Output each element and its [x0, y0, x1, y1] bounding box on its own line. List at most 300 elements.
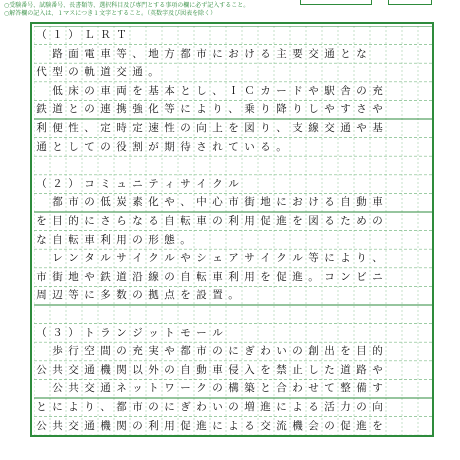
answer-char-cell: を — [292, 215, 303, 227]
answer-char-cell: 交 — [68, 419, 79, 432]
answer-char-cell: 鉄 — [36, 103, 47, 116]
answer-char-cell: よ — [68, 401, 79, 413]
answer-char-cell: て — [228, 140, 239, 153]
answer-char-cell: 進 — [196, 419, 207, 432]
answer-char-cell: 動 — [356, 196, 367, 209]
answer-char-cell: 低 — [52, 84, 63, 97]
answer-char-cell: 用 — [116, 233, 127, 246]
answer-char-cell: シ — [196, 252, 207, 265]
answer-char-cell: 基 — [372, 122, 383, 134]
answer-char-cell: 両 — [116, 84, 127, 97]
answer-char-cell: い — [276, 345, 287, 358]
answer-char-cell: の — [212, 345, 223, 358]
answer-char-cell: と — [68, 103, 79, 116]
answer-char-cell: 支 — [292, 122, 303, 134]
answer-char-cell: 床 — [68, 84, 79, 97]
answer-char-cell: り — [292, 103, 303, 116]
answer-char-cell: 共 — [52, 363, 63, 376]
answer-char-cell: イ — [132, 252, 143, 265]
answer-char-cell: ー — [196, 326, 207, 339]
answer-char-cell: 通 — [84, 419, 95, 432]
answer-char-cell: 乗 — [244, 103, 255, 116]
answer-char-cell: 通 — [100, 382, 111, 395]
answer-char-cell: な — [132, 215, 143, 227]
answer-char-cell: 多 — [100, 289, 111, 302]
instruction-line: ○解答欄の記入は、１マスにつき１文字とすること。（英数字及び図表を除く） — [4, 10, 217, 17]
answer-char-cell: 電 — [84, 47, 95, 60]
answer-char-cell: 態 — [164, 233, 175, 246]
answer-char-cell: ル — [164, 252, 175, 265]
answer-char-cell: 定 — [100, 122, 111, 134]
answer-char-cell: ビ — [356, 270, 367, 283]
form-instructions — [4, 2, 249, 18]
answer-char-cell: ラ — [100, 326, 111, 339]
answer-char-cell: 等 — [308, 252, 319, 265]
answer-char-cell: を — [180, 289, 191, 302]
answer-char-cell: 流 — [276, 419, 287, 432]
answer-char-cell: 禁 — [276, 363, 287, 376]
answer-char-cell: Ｉ — [228, 84, 239, 97]
answer-char-cell: お — [292, 196, 303, 209]
answer-char-cell: ニ — [132, 177, 143, 190]
answer-char-cell: り — [84, 401, 95, 413]
answer-char-cell: 上 — [212, 122, 223, 134]
answer-char-cell: ン — [68, 252, 79, 265]
answer-char-cell: 地 — [148, 47, 159, 60]
answer-char-cell: し — [68, 140, 79, 153]
answer-char-cell: に — [212, 419, 223, 432]
answer-char-cell: 交 — [308, 47, 319, 60]
answer-char-cell: よ — [228, 419, 239, 432]
answer-char-cell: 、 — [372, 252, 383, 265]
answer-char-cell: ー — [180, 382, 191, 395]
answer-char-cell: わ — [292, 382, 303, 395]
answer-char-cell: の — [84, 196, 95, 209]
answer-char-cell: 降 — [276, 103, 287, 116]
answer-char-cell: ３ — [52, 326, 63, 339]
answer-char-cell: ル — [100, 252, 111, 265]
answer-char-cell: 交 — [116, 66, 127, 79]
answer-char-cell: ） — [68, 29, 79, 41]
answer-char-cell: 拠 — [148, 289, 159, 302]
answer-char-cell: 促 — [340, 419, 351, 432]
answer-char-cell: な — [356, 47, 367, 60]
answer-char-cell: 転 — [196, 270, 207, 283]
answer-char-cell: 期 — [164, 140, 175, 153]
answer-char-cell: 都 — [52, 196, 63, 209]
answer-char-cell: 設 — [196, 289, 207, 302]
answer-char-cell: ド — [292, 84, 303, 97]
answer-char-cell: ル — [292, 252, 303, 265]
answer-char-cell: 転 — [180, 215, 191, 227]
answer-char-cell: 割 — [132, 140, 143, 153]
answer-char-cell: が — [148, 140, 159, 153]
answer-char-cell: 用 — [164, 419, 175, 432]
answer-char-cell: 自 — [340, 196, 351, 209]
answer-char-cell: 止 — [292, 363, 303, 376]
answer-char-cell: 地 — [260, 196, 271, 209]
answer-char-cell: 素 — [132, 196, 143, 209]
answer-char-cell: 図 — [244, 122, 255, 134]
answer-char-cell: 利 — [100, 233, 111, 246]
answer-char-cell: や — [164, 196, 175, 209]
answer-char-cell: 基 — [148, 84, 159, 97]
answer-char-cell: 数 — [116, 289, 127, 302]
answer-char-cell: 歩 — [52, 345, 63, 358]
answer-char-cell: テ — [148, 177, 159, 190]
answer-char-cell: や — [324, 103, 335, 116]
answer-char-cell: 化 — [148, 103, 159, 116]
answer-char-cell: や — [180, 252, 191, 265]
answer-char-cell: イ — [196, 177, 207, 190]
answer-char-cell: 市 — [196, 345, 207, 358]
answer-char-cell: ） — [68, 326, 79, 339]
answer-char-cell: の — [84, 103, 95, 116]
answer-char-cell: 公 — [36, 363, 47, 376]
answer-char-cell: の — [84, 84, 95, 97]
answer-char-cell: の — [100, 140, 111, 153]
answer-char-cell: の — [212, 215, 223, 227]
answer-char-cell: の — [132, 289, 143, 302]
answer-char-cell: 向 — [372, 401, 383, 413]
answer-char-cell: 。 — [308, 270, 319, 283]
answer-char-cell: の — [116, 345, 127, 358]
answer-char-cell: カ — [260, 84, 271, 97]
answer-char-cell: 、 — [132, 47, 143, 60]
answer-char-cell: 。 — [180, 233, 191, 246]
answer-char-cell: 舎 — [340, 84, 351, 97]
answer-char-cell: 交 — [260, 419, 271, 432]
answer-char-cell: 等 — [164, 103, 175, 116]
answer-char-cell — [34, 47, 49, 62]
answer-char-cell: 強 — [132, 103, 143, 116]
answer-char-cell: ネ — [116, 382, 127, 395]
answer-char-cell: 利 — [228, 215, 239, 227]
answer-char-cell: 街 — [244, 196, 255, 209]
answer-char-cell: ぎ — [244, 345, 255, 358]
answer-char-cell: の — [324, 419, 335, 432]
answer-char-cell: 通 — [84, 363, 95, 376]
answer-char-cell: や — [372, 363, 383, 376]
answer-char-cell: 利 — [148, 419, 159, 432]
answer-char-cell: 公 — [36, 419, 47, 432]
answer-char-cell: 定 — [132, 122, 143, 134]
instruction-line: ○受験番号、試験番号、長書類等、選択科目及び専門とする事項の欄に必ず記入すること。 — [4, 2, 250, 9]
answer-char-cell: を — [340, 345, 351, 358]
answer-char-cell: わ — [196, 401, 207, 413]
answer-char-cell: の — [228, 401, 239, 413]
answer-char-cell: 促 — [260, 215, 271, 227]
answer-char-cell: 的 — [68, 215, 79, 227]
answer-char-cell: （ — [36, 177, 47, 190]
answer-char-cell: 、 — [100, 401, 111, 413]
answer-char-cell: い — [212, 401, 223, 413]
answer-char-cell: 都 — [116, 401, 127, 413]
answer-char-cell: 中 — [196, 196, 207, 209]
answer-char-cell: 構 — [228, 382, 239, 395]
answer-char-cell: る — [260, 140, 271, 153]
answer-char-cell: の — [356, 84, 367, 97]
answer-char-cell: コ — [84, 177, 95, 190]
answer-char-cell: 転 — [68, 233, 79, 246]
answer-char-cell: 向 — [196, 122, 207, 134]
answer-char-cell: 。 — [228, 289, 239, 302]
answer-char-cell: 的 — [372, 345, 383, 358]
answer-char-cell: 交 — [68, 363, 79, 376]
answer-char-cell: 連 — [100, 103, 111, 116]
form-header-box — [388, 0, 432, 5]
answer-char-cell: 主 — [276, 47, 287, 60]
answer-char-cell: 本 — [164, 84, 175, 97]
answer-char-cell: ワ — [164, 382, 175, 395]
answer-char-cell: サ — [116, 252, 127, 265]
answer-char-cell: り — [356, 252, 367, 265]
answer-char-cell: 通 — [36, 140, 47, 153]
answer-char-cell: 進 — [276, 215, 287, 227]
answer-char-cell: に — [324, 252, 335, 265]
answer-char-cell: 機 — [292, 419, 303, 432]
answer-char-cell: さ — [356, 103, 367, 116]
answer-char-cell: の — [68, 66, 79, 79]
answer-char-cell: サ — [244, 252, 255, 265]
answer-char-cell: 会 — [308, 419, 319, 432]
answer-char-cell: １ — [52, 29, 63, 41]
answer-char-cell: る — [244, 419, 255, 432]
answer-char-cell: る — [324, 196, 335, 209]
answer-char-cell: 機 — [100, 419, 111, 432]
answer-char-cell: に — [84, 289, 95, 302]
answer-char-cell: の — [292, 345, 303, 358]
answer-char-cell: 市 — [68, 196, 79, 209]
answer-char-cell: 等 — [116, 47, 127, 60]
answer-char-cell: 周 — [36, 289, 47, 302]
answer-char-cell: 待 — [180, 140, 191, 153]
answer-char-cell: と — [52, 140, 63, 153]
answer-char-cell: る — [324, 215, 335, 227]
answer-char-cell: 市 — [132, 401, 143, 413]
answer-char-cell: さ — [196, 140, 207, 153]
answer-char-cell: を — [228, 122, 239, 134]
answer-char-cell: 駅 — [324, 84, 335, 97]
answer-char-cell: ュ — [116, 177, 127, 190]
answer-char-cell: Ｌ — [84, 29, 95, 41]
answer-char-cell: 増 — [244, 401, 255, 413]
answer-char-cell: の — [180, 122, 191, 134]
answer-char-cell: 関 — [116, 363, 127, 376]
answer-char-cell: お — [228, 47, 239, 60]
answer-char-cell: Ｔ — [116, 29, 127, 41]
answer-char-cell: 低 — [100, 196, 111, 209]
answer-char-cell: 、 — [276, 122, 287, 134]
answer-char-cell: 機 — [100, 363, 111, 376]
answer-char-cell: よ — [196, 103, 207, 116]
answer-char-cell: わ — [260, 345, 271, 358]
answer-char-cell: ジ — [132, 326, 143, 339]
answer-char-cell: 以 — [132, 363, 143, 376]
answer-char-cell: す — [372, 382, 383, 395]
answer-char-cell: 道 — [116, 270, 127, 283]
answer-char-cell: 都 — [180, 345, 191, 358]
answer-char-cell: 性 — [68, 122, 79, 134]
answer-char-cell: 充 — [372, 84, 383, 97]
answer-char-cell: め — [356, 215, 367, 227]
answer-char-cell: 化 — [148, 196, 159, 209]
answer-char-cell: （ — [36, 326, 47, 339]
answer-char-cell — [34, 344, 49, 359]
answer-char-cell: 方 — [164, 47, 175, 60]
answer-char-cell: 空 — [84, 345, 95, 358]
answer-char-cell: と — [180, 84, 191, 97]
answer-char-cell: 路 — [52, 47, 63, 60]
answer-char-cell: 整 — [340, 382, 351, 395]
answer-char-cell: の — [164, 270, 175, 283]
answer-char-cell: 形 — [148, 233, 159, 246]
answer-char-cell: サ — [180, 177, 191, 190]
answer-char-cell: り — [260, 103, 271, 116]
answer-char-cell: 利 — [36, 122, 47, 134]
answer-char-cell: に — [276, 401, 287, 413]
answer-char-cell: ニ — [372, 270, 383, 283]
answer-char-cell: ら — [116, 215, 127, 227]
answer-char-cell: て — [84, 140, 95, 153]
answer-char-cell: 共 — [52, 419, 63, 432]
answer-char-cell: ー — [276, 84, 287, 97]
answer-char-cell: の — [132, 233, 143, 246]
answer-char-cell: 出 — [324, 345, 335, 358]
answer-char-cell: 備 — [356, 382, 367, 395]
answer-char-cell: や — [308, 84, 319, 97]
answer-char-cell: 通 — [132, 66, 143, 79]
answer-char-cell: 侵 — [228, 363, 239, 376]
answer-char-cell: 車 — [212, 270, 223, 283]
answer-char-cell: を — [260, 363, 271, 376]
answer-char-cell: 合 — [276, 382, 287, 395]
answer-char-cell: と — [36, 401, 47, 413]
answer-char-cell: 充 — [132, 345, 143, 358]
answer-char-cell: 促 — [180, 419, 191, 432]
answer-char-cell: 外 — [148, 363, 159, 376]
answer-char-cell: ィ — [164, 177, 175, 190]
answer-char-cell: 進 — [356, 419, 367, 432]
answer-char-cell: 車 — [196, 215, 207, 227]
answer-char-cell: 炭 — [116, 196, 127, 209]
answer-char-cell: ） — [68, 177, 79, 190]
answer-char-cell: ッ — [132, 382, 143, 395]
answer-char-cell: り — [260, 122, 271, 134]
answer-char-cell: 自 — [180, 363, 191, 376]
answer-char-cell: ミ — [100, 177, 111, 190]
answer-char-cell: 。 — [276, 140, 287, 153]
answer-char-cell: 通 — [324, 47, 335, 60]
answer-char-cell: 入 — [244, 363, 255, 376]
answer-char-cell — [34, 195, 49, 210]
answer-char-cell: 辺 — [52, 289, 63, 302]
answer-char-cell: 、 — [228, 103, 239, 116]
answer-char-cell: 地 — [68, 270, 79, 283]
answer-char-cell: 車 — [84, 233, 95, 246]
answer-char-cell: 築 — [244, 382, 255, 395]
answer-char-cell: ク — [212, 177, 223, 190]
answer-char-cell: コ — [324, 270, 335, 283]
answer-char-cell: 公 — [52, 382, 63, 395]
answer-char-cell: 促 — [276, 270, 287, 283]
answer-char-cell: ア — [228, 252, 239, 265]
answer-char-cell: レ — [52, 252, 63, 265]
answer-char-cell: よ — [292, 401, 303, 413]
answer-char-cell: 利 — [228, 270, 239, 283]
answer-char-cell: モ — [180, 326, 191, 339]
answer-char-cell: 交 — [324, 122, 335, 134]
answer-char-cell: の — [212, 382, 223, 395]
answer-char-cell: 役 — [116, 140, 127, 153]
answer-char-cell: ル — [228, 177, 239, 190]
answer-char-cell: る — [308, 401, 319, 413]
answer-char-cell: れ — [212, 140, 223, 153]
answer-char-cell: を — [36, 215, 47, 227]
answer-char-cell: ン — [116, 326, 127, 339]
answer-char-cell: と — [340, 47, 351, 60]
answer-char-cell: 等 — [68, 289, 79, 302]
answer-char-cell: 目 — [52, 215, 63, 227]
answer-char-cell: の — [148, 401, 159, 413]
answer-char-cell: イ — [260, 252, 271, 265]
answer-char-cell: な — [36, 233, 47, 246]
answer-char-cell: 速 — [148, 122, 159, 134]
answer-char-cell: や — [372, 103, 383, 116]
answer-char-cell: 都 — [180, 47, 191, 60]
answer-char-cell: 便 — [52, 122, 63, 134]
answer-char-cell: い — [244, 140, 255, 153]
answer-char-cell: し — [308, 363, 319, 376]
answer-char-cell: る — [260, 47, 271, 60]
answer-char-cell: 、 — [212, 84, 223, 97]
answer-char-cell: り — [212, 103, 223, 116]
answer-char-cell: に — [276, 196, 287, 209]
answer-char-cell: 携 — [116, 103, 127, 116]
answer-char-cell: 交 — [84, 382, 95, 395]
answer-char-cell: 鉄 — [100, 270, 111, 283]
answer-char-cell: 進 — [292, 270, 303, 283]
answer-char-cell: 市 — [196, 47, 207, 60]
answer-char-cell: 線 — [308, 122, 319, 134]
answer-char-cell: ト — [164, 326, 175, 339]
answer-char-cell: 共 — [68, 382, 79, 395]
answer-char-cell: 路 — [356, 363, 367, 376]
answer-char-cell: ２ — [52, 177, 63, 190]
answer-char-cell: を — [132, 84, 143, 97]
answer-char-cell: 図 — [308, 215, 319, 227]
answer-char-cell: 面 — [68, 47, 79, 60]
answer-char-cell: Ｃ — [244, 84, 255, 97]
answer-char-cell: に — [164, 401, 175, 413]
answer-char-cell: ク — [276, 252, 287, 265]
answer-char-cell: ト — [148, 382, 159, 395]
answer-char-cell: の — [372, 215, 383, 227]
answer-char-cell: の — [132, 419, 143, 432]
answer-char-cell: 関 — [116, 419, 127, 432]
answer-char-cell: ン — [340, 270, 351, 283]
answer-char-cell: せ — [308, 382, 319, 395]
answer-char-cell: 道 — [340, 363, 351, 376]
answer-char-cell: 、 — [84, 122, 95, 134]
answer-char-cell: 道 — [52, 103, 63, 116]
answer-char-cell: す — [340, 103, 351, 116]
answer-char-cell: （ — [36, 29, 47, 41]
answer-char-cell: 沿 — [132, 270, 143, 283]
answer-char-cell: ェ — [212, 252, 223, 265]
answer-char-cell: ト — [84, 326, 95, 339]
answer-char-cell: や — [84, 270, 95, 283]
